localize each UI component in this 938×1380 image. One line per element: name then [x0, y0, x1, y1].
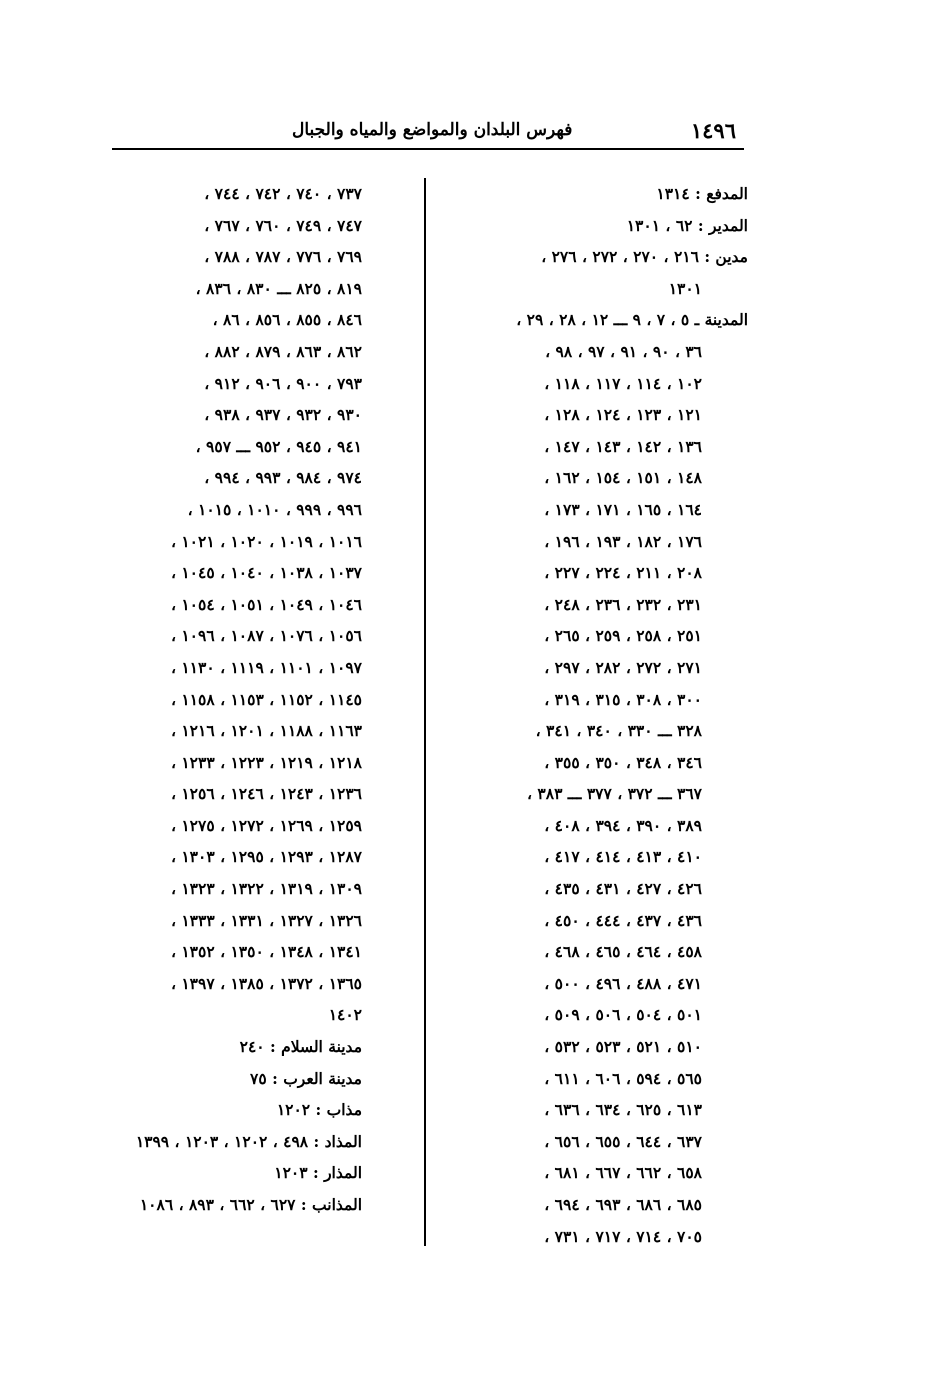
index-entry-line: ٨٦٢ ، ٨٦٣ ، ٨٧٩ ، ٨٨٢ ، [204, 341, 362, 361]
index-entry-line: ٤٥٨ ، ٤٦٤ ، ٤٦٥ ، ٤٦٨ ، [544, 942, 702, 962]
index-entry-line: ١٢٨٧ ، ١٢٩٣ ، ١٢٩٥ ، ١٣٠٣ ، [170, 847, 362, 867]
page-header [112, 112, 744, 150]
index-entry-line: ٧٦٩ ، ٧٧٦ ، ٧٨٧ ، ٧٨٨ ، [204, 247, 362, 267]
index-entry-line: ١١٤٥ ، ١١٥٢ ، ١١٥٣ ، ١١٥٨ ، [170, 689, 362, 709]
index-entry-line: ٤٣٦ ، ٤٣٧ ، ٤٤٤ ، ٤٥٠ ، [544, 910, 702, 930]
index-entry-line: ٤٢٦ ، ٤٢٧ ، ٤٣١ ، ٤٣٥ ، [544, 879, 702, 899]
index-entry-line: ٧٤٧ ، ٧٤٩ ، ٧٦٠ ، ٧٦٧ ، [204, 215, 362, 235]
index-entry-line: ١٠٢ ، ١١٤ ، ١١٧ ، ١١٨ ، [544, 373, 702, 393]
index-entry-line: ٧٩٣ ، ٩٠٠ ، ٩٠٦ ، ٩١٢ ، [204, 373, 362, 393]
index-column-left [102, 178, 362, 1221]
index-column-right [450, 178, 748, 1252]
index-entry-line: ٧٣٧ ، ٧٤٠ ، ٧٤٢ ، ٧٤٤ ، [204, 184, 362, 203]
index-entry-line: المدير : ٦٢ ، ١٣٠١ [626, 215, 748, 235]
index-entry-line: ١٠٥٦ ، ١٠٧٦ ، ١٠٨٧ ، ١٠٩٦ ، [170, 626, 362, 646]
index-entry-line: ١٢١ ، ١٢٣ ، ١٢٤ ، ١٢٨ ، [544, 405, 702, 425]
index-entry-line: ١٣٦ ، ١٤٢ ، ١٤٣ ، ١٤٧ ، [544, 436, 702, 456]
index-entry-line: ٨٤٦ ، ٨٥٥ ، ٨٥٦ ، ٨٦ ، [212, 310, 362, 330]
index-entry-line: ٢٠٨ ، ٢١١ ، ٢٢٤ ، ٢٢٧ ، [544, 563, 702, 583]
index-entry-line: ٢٥١ ، ٢٥٨ ، ٢٥٩ ، ٢٦٥ ، [544, 626, 702, 646]
index-entry-line: ٩٧٤ ، ٩٨٤ ، ٩٩٣ ، ٩٩٤ ، [204, 468, 362, 488]
index-entry-line: ١٣٤١ ، ١٣٤٨ ، ١٣٥٠ ، ١٣٥٢ ، [170, 942, 362, 962]
index-entry-line: ١٧٦ ، ١٨٢ ، ١٩٣ ، ١٩٦ ، [544, 531, 702, 551]
index-entry-line: ٦٥٨ ، ٦٦٢ ، ٦٦٧ ، ٦٨١ ، [544, 1163, 702, 1183]
index-entry-line: ١١٦٣ ، ١١٨٨ ، ١٢٠١ ، ١٢١٦ ، [170, 721, 362, 741]
index-entry-line: ٣٠٠ ، ٣٠٨ ، ٣١٥ ، ٣١٩ ، [544, 689, 702, 709]
index-entry-line: ٦١٣ ، ٦٢٥ ، ٦٣٤ ، ٦٣٦ ، [544, 1100, 702, 1120]
index-entry-line: ٣٤٦ ، ٣٤٨ ، ٣٥٠ ، ٣٥٥ ، [544, 752, 702, 772]
index-entry-line: ١٢٣٦ ، ١٢٤٣ ، ١٢٤٦ ، ١٢٥٦ ، [170, 784, 362, 804]
index-entry-line: مدينة العرب : ٧٥ [250, 1068, 362, 1088]
index-entry-line: مدينة السلام : ٢٤٠ [239, 1037, 362, 1057]
index-entry-line: ٣٨٩ ، ٣٩٠ ، ٣٩٤ ، ٤٠٨ ، [544, 815, 702, 835]
index-entry-line: المذار : ١٢٠٣ [274, 1163, 362, 1183]
index-entry-line: ١٣٠١ [668, 278, 702, 298]
index-entry-line: ٥٠١ ، ٥٠٤ ، ٥٠٦ ، ٥٠٩ ، [544, 1005, 702, 1025]
index-entry-line: ١٠٣٧ ، ١٠٣٨ ، ١٠٤٠ ، ١٠٤٥ ، [170, 563, 362, 583]
index-entry-line: ٨١٩ ، ٨٢٥ ـــ ٨٣٠ ، ٨٣٦ ، [195, 278, 362, 298]
index-entry-line: ٦٨٥ ، ٦٨٦ ، ٦٩٣ ، ٦٩٤ ، [544, 1195, 702, 1214]
index-entry-line: ٣٢٨ ـــ ٣٣٠ ، ٣٤٠ ، ٣٤١ ، [535, 721, 702, 741]
index-entry-line: مدين : ٢١٦ ، ٢٧٠ ، ٢٧٢ ، ٢٧٦ ، [541, 247, 748, 267]
index-entry-line: ٢٣١ ، ٢٣٢ ، ٢٣٦ ، ٢٤٨ ، [544, 594, 702, 614]
index-entry-line: ١٤٨ ، ١٥١ ، ١٥٤ ، ١٦٢ ، [544, 468, 702, 488]
index-entry-line: ٩٩٦ ، ٩٩٩ ، ١٠١٠ ، ١٠١٥ ، [187, 499, 362, 519]
index-entry-line: ٢٧١ ، ٢٧٢ ، ٢٨٢ ، ٢٩٧ ، [544, 657, 702, 677]
index-entry-line: ١٤٠٢ [328, 1005, 362, 1025]
index-entry-line: ١٣٦٥ ، ١٣٧٢ ، ١٣٨٥ ، ١٣٩٧ ، [170, 973, 362, 993]
index-entry-line: ٤١٠ ، ٤١٣ ، ٤١٤ ، ٤١٧ ، [544, 847, 702, 867]
index-entry-line: ١٢٥٩ ، ١٢٦٩ ، ١٢٧٢ ، ١٢٧٥ ، [170, 815, 362, 835]
index-entry-line: مذاب : ١٢٠٢ [276, 1100, 362, 1120]
index-entry-line: ١٣٠٩ ، ١٣١٩ ، ١٣٢٢ ، ١٣٢٣ ، [170, 879, 362, 899]
index-entry-line: ٥١٠ ، ٥٢١ ، ٥٢٣ ، ٥٣٢ ، [544, 1037, 702, 1057]
index-entry-line: المذانب : ٦٢٧ ، ٦٦٢ ، ٨٩٣ ، ١٠٨٦ [139, 1195, 362, 1214]
index-entry-line: ٤٧١ ، ٤٨٨ ، ٤٩٦ ، ٥٠٠ ، [544, 973, 702, 993]
index-entry-line: ٩٤١ ، ٩٤٥ ، ٩٥٢ ـــ ٩٥٧ ، [195, 436, 362, 456]
index-entry-line: ٦٣٧ ، ٦٤٤ ، ٦٥٥ ، ٦٥٦ ، [544, 1131, 702, 1151]
index-entry-line: ٥٦٥ ، ٥٩٤ ، ٦٠٦ ، ٦١١ ، [544, 1068, 702, 1088]
index-entry-line: المذاد : ٤٩٨ ، ١٢٠٢ ، ١٢٠٣ ، ١٣٩٩ [135, 1131, 362, 1151]
index-entry-line: ١٠٤٦ ، ١٠٤٩ ، ١٠٥١ ، ١٠٥٤ ، [170, 594, 362, 614]
index-entry-line: ٩٣٠ ، ٩٣٢ ، ٩٣٧ ، ٩٣٨ ، [204, 405, 362, 425]
index-entry-line: ١٦٤ ، ١٦٥ ، ١٧١ ، ١٧٣ ، [544, 499, 702, 519]
index-entry-line: ٣٦٧ ـــ ٣٧٢ ، ٣٧٧ ـــ ٣٨٣ ، [527, 784, 702, 804]
index-entry-line: ١٠١٦ ، ١٠١٩ ، ١٠٢٠ ، ١٠٢١ ، [170, 531, 362, 551]
running-title: فهرس البلدان والمواضع والمياه والجبال [292, 120, 573, 140]
index-entry-line: ٧٠٥ ، ٧١٤ ، ٧١٧ ، ٧٣١ ، [544, 1226, 702, 1246]
index-entry-line: ١٣٢٦ ، ١٣٢٧ ، ١٣٣١ ، ١٣٣٣ ، [170, 910, 362, 930]
index-entry-line: المدفع : ١٣١٤ [656, 184, 748, 203]
index-entry-line: المدينة ـ ٥ ، ٧ ، ٩ ـــ ١٢ ، ٢٨ ، ٢٩ ، [516, 310, 748, 330]
index-entry-line: ١٢١٨ ، ١٢١٩ ، ١٢٢٣ ، ١٢٣٣ ، [170, 752, 362, 772]
column-divider [424, 178, 426, 1246]
index-entry-line: ٣٦ ، ٩٠ ، ٩١ ، ٩٧ ، ٩٨ ، [545, 341, 702, 361]
index-entry-line: ١٠٩٧ ، ١١٠١ ، ١١١٩ ، ١١٣٠ ، [170, 657, 362, 677]
page-number: ١٤٩٦ [690, 118, 736, 143]
